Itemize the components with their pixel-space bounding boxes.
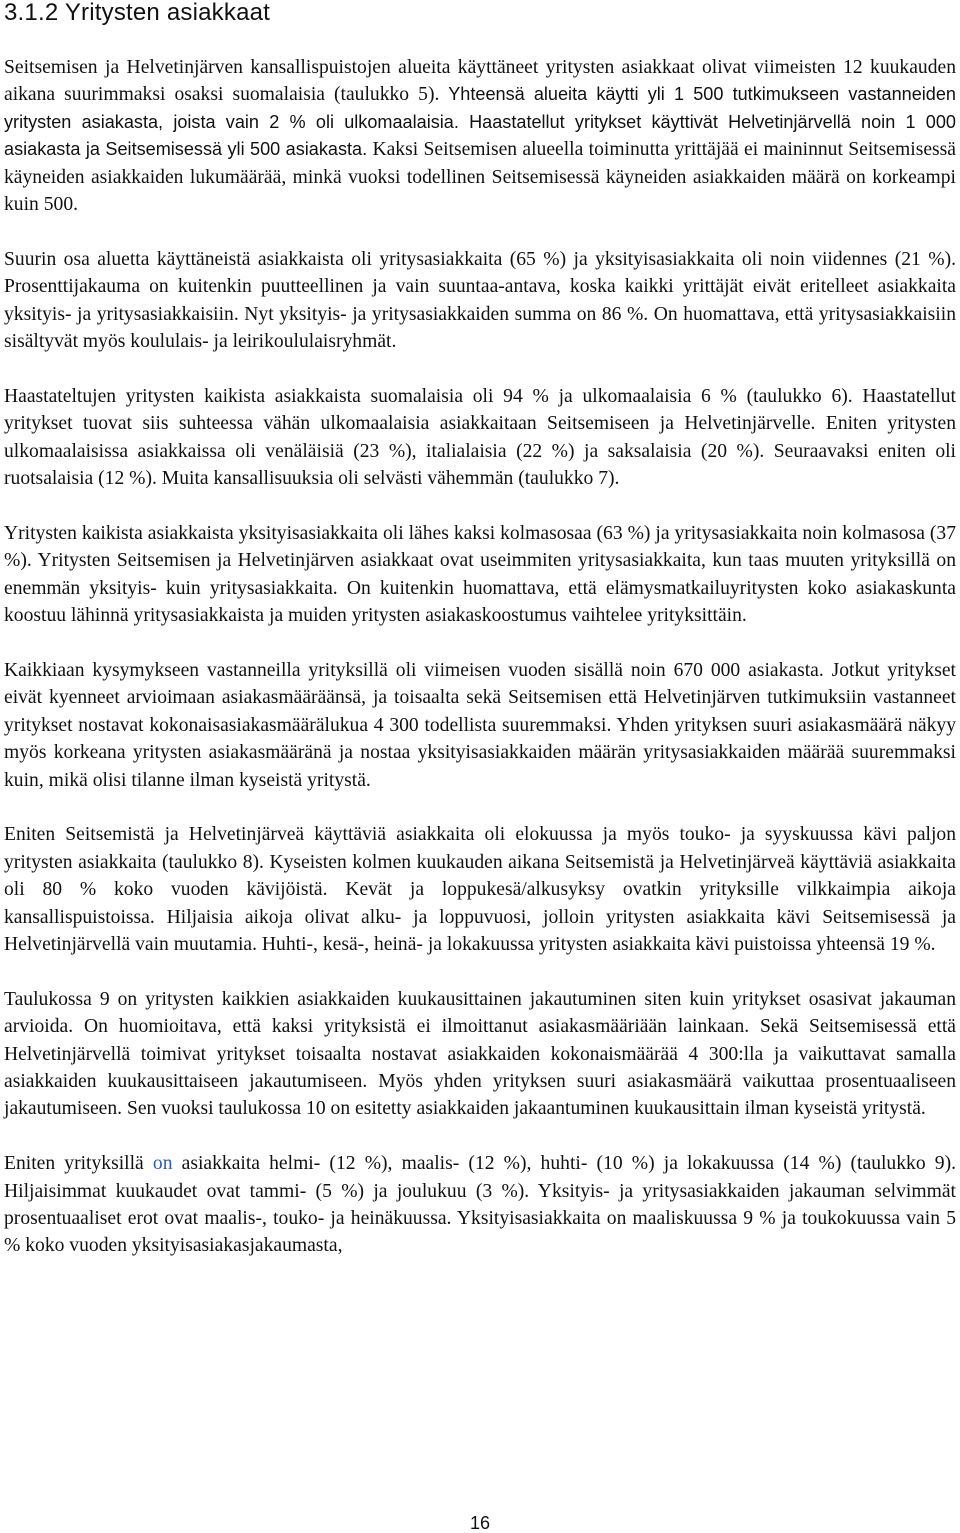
paragraph-lead-sentence: Seitsemisen ja Helvetinjärven kansallispuistojen alueita käyttäneet yritysten asiakkaat olivat viimeisten 12 kuukauden aikana suurimmaksi osaksi suomalaisia (taulukko 5). — [4, 57, 956, 106]
highlighted-word: on — [152, 1153, 173, 1175]
paragraph-busiest-months — [4, 1150, 956, 1260]
paragraph-busiest-after: asiakkaita helmi- (12 %), maalis- (12 %), huhti- (10 %) ja lokakuussa (14 %) (taulukko 9). Hiljaisimmat kuukaudet ovat tammi- (5 %) ja joulukuu (3 %). Yksityis- ja yritysasiakkaiden jakauman selvimmät prosentuaaliset erot ovat maalis-, touko- ja heinäkuussa. Yksityisasiakkaita on maaliskuussa 9 % ja toukokuussa vain 5 % koko vuoden yksityisasiakasjakaumasta, — [4, 1153, 956, 1257]
paragraph-customer-types: Suurin osa aluetta käyttäneistä asiakkaista oli yritysasiakkaita (65 %) ja yksityisasiakkaita oli noin viidennes (21 %). Prosenttijakauma on kuitenkin puutteellinen ja vain suuntaa-antava, koska kaikki yrittäjät eivät eritelleet asiakkaita yksityis- ja yritysasiakkaisiin. Nyt yksityis- ja yritysasiakkaiden summa on 86 %. On huomattava, että yritysasiakkaisiin sisältyvät myös koululais- ja leirikoululaisryhmät. — [4, 248, 956, 353]
paragraph-seasonality: Eniten Seitsemistä ja Helvetinjärveä käyttäviä asiakkaita oli elokuussa ja myös touko- ja syyskuussa kävi paljon yritysten asiakkaita (taulukko 8). Kyseisten kolmen kuukauden aikana Seitsemistä ja Helvetinjärveä käyttäviä asiakkaita oli 80 % koko vuoden kävijöistä. Kevät ja loppukesä/alkusyksy ovatkin yrityksille vilkkaimpia aikoja kansallispuistoissa. Hiljaisia aikoja olivat alku- ja loppuvuosi, jolloin yritysten asiakkaita kävi Seitsemisessä ja Helvetinjärvellä vain muutamia. Huhti-, kesä-, heinä- ja lokakuussa yritysten asiakkaita kävi puistoissa yhteensä 19 %. — [4, 824, 956, 955]
paragraph-total-customers: Kaikkiaan kysymykseen vastanneilla yrityksillä oli viimeisen vuoden sisällä noin 670 000 asiakasta. Jotkut yritykset eivät kyenneet arvioimaan asiakasmääräänsä, ja toisaalta sekä Seitsemisen että Helvetinjärven tutkimuksiin vastanneet yritykset nostavat kokonaisasiakasmäärälukua 4 300 todellista suuremmaksi. Yhden yrityksen suuri asiakasmäärä näkyy myös korkeana yritysten asiakasmääränä ja nostaa yksityisasiakkaiden määrän yritysasiakkaiden määrää suuremmaksi kuin, mikä olisi tilanne ilman kyseistä yritystä. — [4, 659, 956, 791]
paragraph-monthly-distribution: Taulukossa 9 on yritysten kaikkien asiakkaiden kuukausittainen jakautuminen siten kuin yritykset osasivat jakauman arvioida. On huomioitava, että kaksi yrityksistä ei ilmoittanut asiakasmääriään lainkaan. Sekä Seitsemisessä että Helvetinjärvellä toimivat yritykset toisaalta nostavat asiakkaiden kokonaismäärää 4 300:lla ja vaikuttavat samalla asiakkaiden kuukausittaiseen jakautumiseen. Myös yhden yrityksen suuri asiakasmäärä vaikuttaa prosentuaaliseen jakautumiseen. Sen vuoksi taulukossa 10 on esitetty asiakkaiden jakaantuminen kuukausittain ilman kyseistä yritystä. — [4, 988, 956, 1120]
paragraph-nationalities: Haastateltujen yritysten kaikista asiakkaista suomalaisia oli 94 % ja ulkomaalaisia 6 % (taulukko 6). Haastatellut yritykset tuovat siis suhteessa vähän ulkomaalaisia asiakkaitaan Seitsemiseen ja Helvetinjärvelle. Eniten yritysten ulkomaalaisissa asiakkaissa oli venäläisiä (23 %), italialaisia (22 %) ja saksalaisia (20 %). Seuraavaksi eniten oli ruotsalaisia (12 %). Muita kansallisuuksia oli selvästi vähemmän (taulukko 7). — [4, 385, 956, 490]
paragraph-customers-origin — [4, 54, 956, 218]
paragraph-busiest-before: Eniten yrityksillä — [4, 1153, 153, 1175]
paragraph-tail-sentences: Kaksi Seitsemisen alueella toiminutta yrittäjää ei maininnut Seitsemisessä käyneiden asiakkaiden lukumäärää, minkä vuoksi todellinen Seitsemisessä käyneiden asiakkaiden määrä on korkeampi kuin 500. — [4, 139, 956, 216]
paragraph-private-business-split: Yritysten kaikista asiakkaista yksityisasiakkaita oli lähes kaksi kolmasosaa (63 %) ja yritysasiakkaita noin kolmasosa (37 %). Yritysten Seitsemisen ja Helvetinjärven asiakkaat ovat useimmiten yritysasiakkaita, kun taas muuten yrityksillä on enemmän yksityis- kuin yritysasiakkaita. On kuitenkin huomattava, että elämysmatkailuyritysten koko asiakaskunta koostuu lähinnä yritysasiakkaista ja muiden yritysten asiakaskoostumus vaihtelee yrityksittäin. — [4, 522, 956, 627]
page-number: 16 — [469, 1513, 491, 1533]
section-heading: 3.1.2 Yritysten asiakkaat — [4, 0, 271, 26]
body-text — [4, 54, 956, 1260]
paragraph-sans-sentences: Yhteensä alueita käytti yli 1 500 tutkimukseen vastanneiden yritysten asiakasta, joista vain 2 % oli ulkomaalaisia. Haastatellut yritykset käyttivät Helvetinjärvellä noin 1 000 asiakasta ja Seitsemisessä yli 500 asiakasta. — [4, 84, 956, 160]
